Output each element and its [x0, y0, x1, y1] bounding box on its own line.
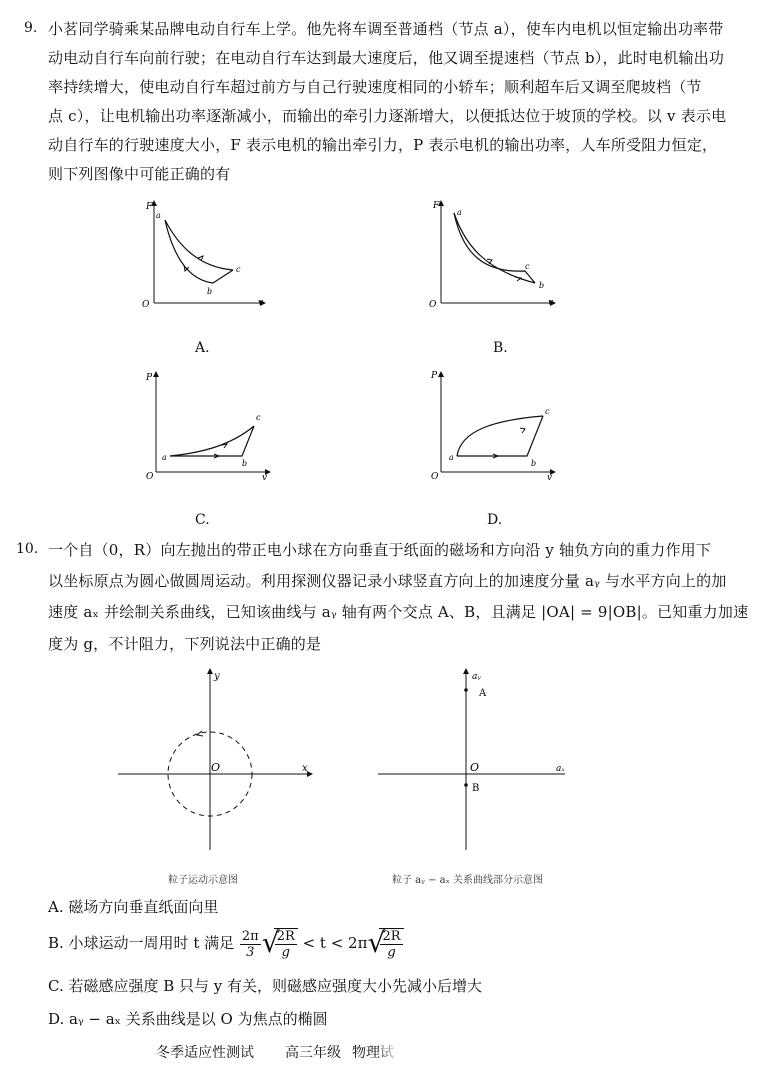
q10-line-3: 速度 aₓ 并绘制关系曲线，已知该曲线与 aᵧ 轴有两个交点 A、B，且满足 |OA| = 9|OB|。已知重力加速	[48, 603, 749, 621]
graph-a	[138, 195, 278, 320]
footer-exam: 冬季适应性测试	[156, 1045, 254, 1061]
graph-b	[425, 195, 565, 320]
sqrt-2R-g-1: √ $\frac{2R}{g}$	[262, 928, 298, 960]
q10-line-4: 度为 g，不计阻力，下列说法中正确的是	[48, 635, 322, 653]
footer-subject: 物理试	[352, 1042, 394, 1062]
frac-den: 3	[246, 944, 255, 960]
point-B-label: B	[472, 783, 480, 794]
graph-d-O-label: O	[431, 472, 439, 482]
graph-c-v-label: v	[262, 473, 268, 483]
graph-b-b-label: b	[539, 281, 545, 290]
q10-option-a: A. 磁场方向垂直纸面向里	[48, 898, 219, 916]
ay-axis-label: aᵧ	[472, 672, 481, 682]
q9-number: 9.	[24, 20, 38, 36]
footer-grade: 高三年级	[285, 1045, 341, 1061]
motion-caption: 粒子运动示意图	[168, 875, 238, 886]
graph-b-F-label: F	[433, 201, 440, 211]
q10-number: 10.	[16, 541, 39, 557]
point-A-label: A	[479, 688, 487, 699]
rad-den-2: g	[387, 945, 396, 960]
q10-line-2: 以坐标原点为圆心做圆周运动。利用探测仪器记录小球竖直方向上的加速度分量 aᵧ 与水平方向上的加	[48, 572, 727, 590]
graph-d-a-label: a	[449, 453, 454, 462]
rad-num: 2R	[276, 929, 295, 944]
graph-b-a-label: a	[457, 208, 462, 217]
motion-diagram	[110, 665, 320, 865]
graph-c-O-label: O	[146, 472, 154, 482]
option-c-label: C.	[195, 512, 210, 528]
q9-line-3: 率持续增大，使电动自行车超过前方与自己行驶速度相同的小轿车；顺利超车后又调至爬坡档（节	[48, 78, 702, 96]
graph-c-a-label: a	[162, 453, 167, 462]
graph-d-b-label: b	[531, 459, 537, 468]
q10-line-1: 一个自（0，R）向左抛出的带正电小球在方向垂直于纸面的磁场和方向沿 y 轴负方向的重力作用下	[48, 541, 712, 559]
ax-axis-label: aₓ	[556, 764, 565, 774]
graph-a-b-label: b	[207, 287, 213, 296]
q10-option-b	[48, 928, 404, 960]
graph-d-P-label: P	[431, 371, 438, 381]
graph-d-v-label: v	[547, 473, 553, 483]
graph-b-v-label: v	[548, 298, 554, 308]
motion-O-label: O	[211, 761, 221, 774]
graph-a-O-label: O	[142, 300, 150, 310]
graph-d-c-label: c	[545, 407, 550, 416]
graph-c-P-label: P	[146, 373, 153, 383]
graph-a-a-label: a	[156, 211, 161, 220]
graph-a-F-label: F	[146, 202, 153, 212]
graph-a-v-label: v	[258, 298, 264, 308]
graph-c-c-label: c	[256, 413, 261, 422]
q10-option-b-prefix: B. 小球运动一周用时 t 满足	[48, 934, 235, 952]
q9-line-1: 小茗同学骑乘某品牌电动自行车上学。他先将车调至普通档（节点 a），使车内电机以恒定输出功率带	[48, 20, 724, 38]
motion-y-label: y	[214, 671, 220, 682]
frac-num: 2π	[241, 928, 259, 944]
graph-a-c-label: c	[236, 265, 241, 274]
rad-den: g	[281, 945, 290, 960]
graph-b-O-label: O	[429, 300, 437, 310]
sqrt-2R-g-2: √ $\frac{2R}{g}$	[367, 928, 403, 960]
option-b-label: B.	[493, 340, 508, 356]
ay-ax-diagram	[370, 665, 570, 865]
q9-line-5: 动自行车的行驶速度大小，F 表示电机的输出牵引力，P 表示电机的输出功率，人车所受阻力恒定，	[48, 136, 718, 154]
rad-num-2: 2R	[382, 929, 401, 944]
q10-option-c: C. 若磁感应强度 B 只与 y 有关，则磁感应强度大小先减小后增大	[48, 977, 483, 995]
q10-option-d: D. aᵧ − aₓ 关系曲线是以 O 为焦点的椭圆	[48, 1010, 328, 1028]
option-a-label: A.	[195, 340, 210, 356]
option-d-label: D.	[487, 512, 503, 528]
graph-d	[425, 368, 565, 486]
q9-line-6: 则下列图像中可能正确的有	[48, 165, 231, 183]
q10-option-b-mid: < t < 2π	[302, 934, 368, 952]
q9-line-2: 动电动自行车向前行驶；在电动自行车达到最大速度后，他又调至提速档（节点 b），此时电机输出功	[48, 49, 725, 67]
graph-c	[140, 368, 280, 486]
ay-ax-O-label: O	[470, 761, 480, 774]
graph-b-c-label: c	[525, 262, 530, 271]
ay-ax-caption: 粒子 aᵧ − aₓ 关系曲线部分示意图	[392, 875, 544, 886]
fraction-2pi-3	[240, 929, 261, 960]
motion-x-label: x	[302, 763, 308, 774]
q9-line-4: 点 c），让电机输出功率逐渐减小，而输出的牵引力逐渐增大，以便抵达位于坡顶的学校。以 v 表示电	[48, 107, 727, 125]
graph-c-b-label: b	[242, 459, 248, 468]
